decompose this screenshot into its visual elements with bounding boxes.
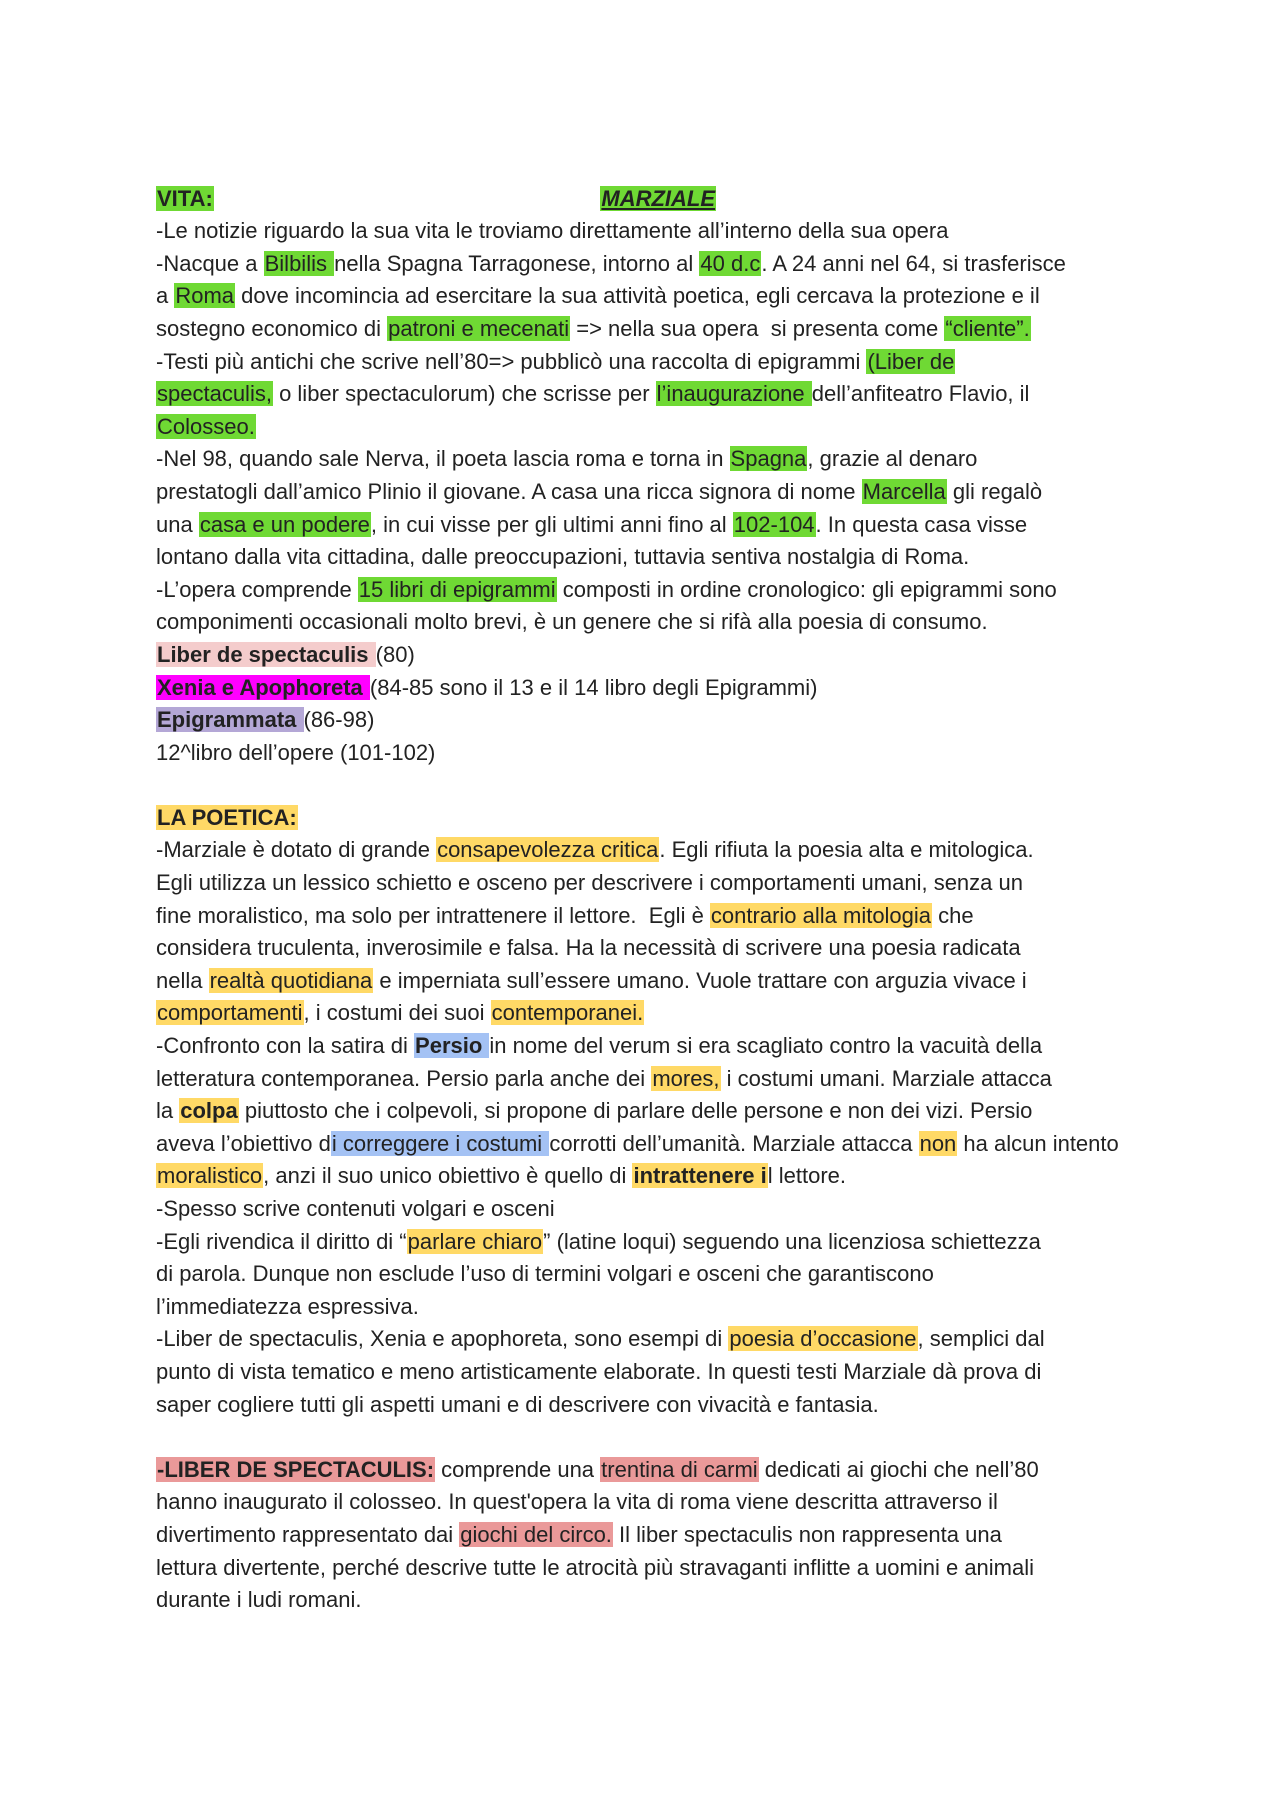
highlighted-text: realtà quotidiana: [209, 967, 373, 993]
text-run: -Liber de spectaculis, Xenia e apophoreta, sono esempi di: [156, 1326, 729, 1352]
highlighted-text: comportamenti: [157, 1000, 303, 1026]
highlighted-text: -LIBER DE SPECTACULIS:: [157, 1456, 435, 1482]
text-line: [156, 900, 1136, 933]
highlighted-text: patroni e mecenati: [388, 315, 570, 341]
text-run: -Testi più antichi che scrive nell’80=> pubblicò una raccolta di epigrammi: [156, 348, 867, 374]
text-run: dove incomincia ad esercitare la sua attività poetica, egli cercava la protezione e il: [235, 283, 1040, 309]
highlighted-text: non: [919, 1130, 957, 1156]
text-run: gli regalò: [946, 478, 1043, 504]
highlighted-text: contemporanei.: [491, 1000, 644, 1026]
text-run: nella: [156, 967, 209, 993]
text-run: saper cogliere tutti gli aspetti umani e di descrivere con vivacità e fantasia.: [156, 1391, 879, 1417]
highlighted-text: Liber de spectaculis: [157, 641, 375, 667]
highlighted-text: 102-104: [733, 511, 815, 537]
text-line: [156, 672, 1136, 705]
text-run: lontano dalla vita cittadina, dalle preoccupazioni, tuttavia sentiva nostalgia di Roma.: [156, 544, 970, 570]
highlighted-text: Marcella: [862, 478, 946, 504]
text-run: corrotti dell’umanità. Marziale attacca: [549, 1130, 919, 1156]
text-run: . In questa casa visse: [815, 511, 1028, 537]
text-run: divertimento rappresentato dai: [156, 1521, 460, 1547]
text-run: la: [156, 1098, 180, 1124]
highlighted-text: Colosseo.: [157, 413, 255, 439]
text-run: nella Spagna Tarragonese, intorno al: [334, 250, 700, 276]
highlighted-text: l’inaugurazione: [656, 381, 811, 407]
text-run: in nome del verum si era scagliato contro la vacuità della: [489, 1033, 1043, 1059]
blank-line: [156, 769, 1136, 802]
highlighted-text: giochi del circo.: [460, 1521, 612, 1547]
highlighted-text: Spagna: [730, 446, 807, 472]
text-run: (84-85 sono il 13 e il 14 libro degli Epigrammi): [369, 674, 818, 700]
text-run: aveva l’obiettivo d: [156, 1130, 331, 1156]
text-run: (86-98): [303, 707, 375, 733]
highlighted-text: colpa: [180, 1098, 238, 1124]
text-run: Egli utilizza un lessico schietto e osceno per descrivere i comportamenti umani, senza un: [156, 870, 1023, 896]
text-run: prestatogli dall’amico Plinio il giovane. A casa una ricca signora di nome: [156, 478, 862, 504]
text-line: [156, 737, 1136, 770]
text-line: [156, 1095, 1136, 1128]
text-line: [156, 867, 1136, 900]
text-run: che: [932, 902, 974, 928]
highlighted-text: Roma: [175, 283, 235, 309]
text-run: sostegno economico di: [156, 315, 388, 341]
highlighted-text: trentina di carmi: [601, 1456, 758, 1482]
text-run: , grazie al denaro: [807, 446, 978, 472]
text-run: considera truculenta, inverosimile e falsa. Ha la necessità di scrivere una poesia radicata: [156, 935, 1021, 961]
document-page: [156, 150, 1136, 1617]
text-line: [156, 1389, 1136, 1422]
highlighted-text: intrattenere i: [633, 1163, 767, 1189]
highlighted-text: spectaculis,: [157, 381, 272, 407]
text-run: ” (latine loqui) seguendo una licenziosa schiettezza: [543, 1228, 1041, 1254]
text-run: comprende una: [435, 1456, 601, 1482]
text-run: e imperniata sull’essere umano. Vuole trattare con arguzia vivace i: [373, 967, 1027, 993]
text-run: . Egli rifiuta la poesia alta e mitologica.: [659, 837, 1034, 863]
text-line: [156, 509, 1136, 542]
document-body: [156, 183, 1136, 1617]
text-run: , i costumi dei suoi: [303, 1000, 491, 1026]
text-run: fine moralistico, ma solo per intrattenere il lettore. Egli è: [156, 902, 710, 928]
text-line: [156, 215, 1136, 248]
text-run: , anzi il suo unico obiettivo è quello di: [263, 1163, 633, 1189]
text-run: -Nel 98, quando sale Nerva, il poeta lascia roma e torna in: [156, 446, 730, 472]
text-run: i costumi umani. Marziale attacca: [720, 1065, 1052, 1091]
text-line: [156, 476, 1136, 509]
document-title: MARZIALE: [601, 185, 716, 211]
text-line: [156, 346, 1136, 379]
blank-line: [156, 1421, 1136, 1454]
text-line: [156, 997, 1136, 1030]
text-line: [156, 1226, 1136, 1259]
text-line: [156, 1291, 1136, 1324]
text-run: l’immediatezza espressiva.: [156, 1293, 419, 1319]
text-line: [156, 313, 1136, 346]
text-line: [156, 1030, 1136, 1063]
text-run: . A 24 anni nel 64, si trasferisce: [761, 250, 1066, 276]
text-line: [156, 606, 1136, 639]
highlighted-text: VITA:: [157, 185, 213, 211]
text-run: o liber spectaculorum) che scrisse per: [272, 381, 656, 407]
text-run: -Le notizie riguardo la sua vita le troviamo direttamente all’interno della sua opera: [156, 218, 949, 244]
text-run: (80): [375, 641, 415, 667]
text-run: 12^libro dell’opere (101-102): [156, 739, 436, 765]
text-run: -Marziale è dotato di grande: [156, 837, 437, 863]
text-line: [156, 1486, 1136, 1519]
highlighted-text: Bilbilis: [264, 250, 334, 276]
text-line: [156, 1584, 1136, 1617]
text-line: [156, 1356, 1136, 1389]
highlighted-text: LA POETICA:: [157, 804, 297, 830]
text-line: [156, 834, 1136, 867]
text-run: dedicati ai giochi che nell’80: [758, 1456, 1039, 1482]
text-line: [156, 1454, 1136, 1487]
text-line: [156, 1160, 1136, 1193]
text-line: [156, 1258, 1136, 1291]
highlighted-text: (Liber de: [867, 348, 955, 374]
text-run: -Egli rivendica il diritto di “: [156, 1228, 407, 1254]
highlighted-text: mores,: [652, 1065, 720, 1091]
text-line: [156, 1552, 1136, 1585]
text-line: [156, 280, 1136, 313]
text-line: [156, 1128, 1136, 1161]
highlighted-text: parlare chiaro: [407, 1228, 543, 1254]
text-line: [156, 932, 1136, 965]
text-run: , in cui visse per gli ultimi anni fino al: [370, 511, 733, 537]
text-line: [156, 541, 1136, 574]
text-run: punto di vista tematico e meno artisticamente elaborate. In questi testi Marziale dà prova di: [156, 1358, 1042, 1384]
text-run: Il liber spectaculis non rappresenta una: [612, 1521, 1002, 1547]
highlighted-text: contrario alla mitologia: [710, 902, 932, 928]
text-run: a: [156, 283, 175, 309]
highlighted-text: consapevolezza critica: [437, 837, 659, 863]
highlighted-text: moralistico: [157, 1163, 263, 1189]
highlighted-text: 40 d.c: [700, 250, 761, 276]
text-line: [156, 574, 1136, 607]
highlighted-text: poesia d’occasione: [729, 1326, 917, 1352]
text-line: [156, 965, 1136, 998]
text-line: [156, 704, 1136, 737]
text-line: [156, 378, 1136, 411]
text-run: componimenti occasionali molto brevi, è un genere che si rifà alla poesia di consumo.: [156, 609, 988, 635]
text-line: [156, 1193, 1136, 1226]
text-run: composti in ordine cronologico: gli epigrammi sono: [556, 576, 1057, 602]
text-line: [156, 248, 1136, 281]
highlighted-text: casa e un podere: [199, 511, 370, 537]
text-run: dell’anfiteatro Flavio, il: [811, 381, 1030, 407]
text-run: , semplici dal: [917, 1326, 1045, 1352]
highlighted-text: 15 libri di epigrammi: [358, 576, 556, 602]
highlighted-text: Epigrammata: [157, 707, 303, 733]
highlighted-text: “cliente”.: [945, 315, 1030, 341]
text-run: -Confronto con la satira di: [156, 1033, 415, 1059]
text-line: [156, 639, 1136, 672]
text-line: [156, 1519, 1136, 1552]
text-run: durante i ludi romani.: [156, 1587, 362, 1613]
text-line: [156, 802, 1136, 835]
text-run: piuttosto che i colpevoli, si propone di parlare delle persone e non dei vizi. Persio: [238, 1098, 1033, 1124]
text-run: => nella sua opera si presenta come: [570, 315, 945, 341]
highlighted-text: Persio: [415, 1033, 489, 1059]
text-run: l lettore.: [767, 1163, 847, 1189]
text-line: [156, 443, 1136, 476]
text-line: [156, 1323, 1136, 1356]
text-line: [156, 1063, 1136, 1096]
highlighted-text: Xenia e Apophoreta: [157, 674, 369, 700]
text-run: letteratura contemporanea. Persio parla anche dei: [156, 1065, 652, 1091]
text-run: -L’opera comprende: [156, 576, 358, 602]
text-run: hanno inaugurato il colosseo. In quest'opera la vita di roma viene descritta attraverso il: [156, 1489, 998, 1515]
text-run: una: [156, 511, 199, 537]
text-run: lettura divertente, perché descrive tutte le atrocità più stravaganti inflitte a uomini e animali: [156, 1554, 1035, 1580]
text-run: -Nacque a: [156, 250, 264, 276]
text-line: [156, 411, 1136, 444]
text-run: ha alcun intento: [957, 1130, 1119, 1156]
text-run: -Spesso scrive contenuti volgari e osceni: [156, 1196, 555, 1221]
text-run: di parola. Dunque non esclude l’uso di termini volgari e osceni che garantiscono: [156, 1261, 934, 1287]
highlighted-text: i correggere i costumi: [331, 1130, 549, 1156]
